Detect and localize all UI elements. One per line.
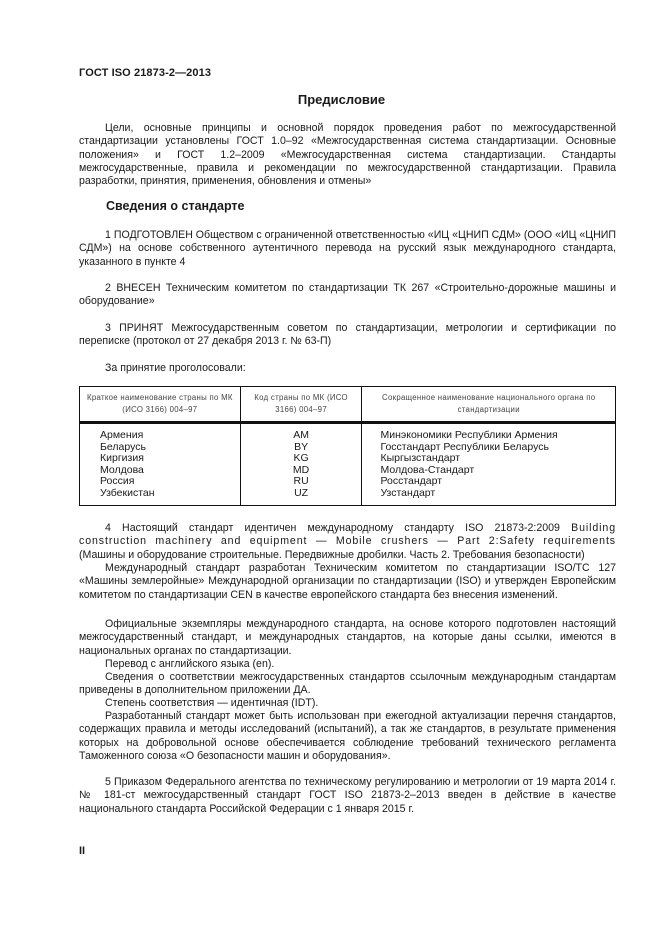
item-4-usage: Разработанный стандарт может быть использован при ежегодной актуализации перечня стандартов, содержащих правила и методы исследований (испытаний), а так же стандартов, в результате применения которых на добровольной основе обеспечивается соблюдение требований технического регламента Таможенного союза «О безопасности машин и оборудования». <box>79 710 616 762</box>
foreword-title: Предисловие <box>297 92 386 107</box>
item-5-order: 5 Приказом Федерального агентства по техническому регулированию и метрологии от 19 марта 2014 г. № 181-ст межгосударственный стандарт ГОСТ ISO 21873-2–2013 введен в действие в качестве национального стандарта Российской Федерации с 1 января 2015 г. <box>79 776 616 815</box>
item-4-conformity-info: Сведения о соответствии межгосударственных стандартов ссылочным международным стандартам приведены в дополнительном приложении ДА. <box>79 671 616 697</box>
national-body-cell: Росстандарт <box>380 475 443 488</box>
item-4-english-title: Building construction machinery and equipment — Mobile crushers — Part 2:Safety requirements <box>79 522 617 548</box>
item-4-official-copies: Официальные экземпляры международного стандарта, на основе которого подготовлен настоящий межгосударственный стандарт, и международных стандартов, на которые даны ссылки, имеются в национальных органах по стандартизации. <box>79 618 616 657</box>
national-body-cell: Госстандарт Республики Беларусь <box>380 440 549 453</box>
voted-label: За принятие проголосовали: <box>105 362 246 374</box>
page-number: II <box>79 845 86 857</box>
country-cell: Армения <box>100 429 144 441</box>
national-body-cell: Молдова-Стандарт <box>380 463 475 476</box>
item-2-introduced: 2 ВНЕСЕН Техническим комитетом по стандартизации ТК 267 «Строительно-дорожные машины и оборудование» <box>79 282 616 308</box>
table-header-row <box>80 387 616 423</box>
standard-info-heading: Сведения о стандарте <box>106 199 245 213</box>
item-4-translation: Перевод с английского языка (en). <box>105 658 275 670</box>
item-4-intro: 4 Настоящий стандарт идентичен международному стандарту ISO 21873-2:2009 <box>105 522 560 534</box>
national-body-column <box>362 423 616 506</box>
item-4-identity <box>79 522 616 562</box>
header-national-body: Сокращенное наименование национального органа по стандартизации <box>362 387 616 423</box>
item-4-developed-by: Международный стандарт разработан Техническим комитетом по стандартизации ISO/TC 127 «Машины землеройные» Международной организации по стандартизации (ISO) и утвержден Европейским комитетом по стандартизации CEN в качестве европейского стандарта без внесения изменений. <box>79 562 616 601</box>
header-country-code: Код страны по МК (ИСО 3166) 004–97 <box>240 387 362 423</box>
item-1-prepared: 1 ПОДГОТОВЛЕН Обществом с ограниченной ответственностью «ИЦ «ЦНИП СДМ» (ООО «ИЦ «ЦНИП СДМ») на основе собственного аутентичного перевода на русский язык международного стандарта, указанного в пункте 4 <box>79 229 616 268</box>
country-column <box>80 423 241 506</box>
national-body-cell: Кыргызстандарт <box>380 452 461 465</box>
item-4-degree: Степень соответствия — идентичная (IDT). <box>105 697 319 709</box>
country-cell: Россия <box>100 475 135 488</box>
table-row <box>80 423 616 506</box>
national-body-cell: Узстандарт <box>380 486 436 499</box>
code-cell: BY <box>294 440 309 453</box>
code-cell: MD <box>292 463 310 476</box>
country-cell: Беларусь <box>100 440 146 453</box>
code-cell: AM <box>293 429 309 441</box>
code-cell: RU <box>293 475 309 488</box>
code-cell: UZ <box>294 486 309 499</box>
document-code: ГОСТ ISO 21873-2—2013 <box>79 67 212 79</box>
header-country-name: Краткое наименование страны по МК (ИСО 3166) 004–97 <box>80 387 241 423</box>
item-4-russian-title: (Машины и оборудование строительные. Передвижные дробилки. Часть 2. Требования безопасности) <box>79 548 585 561</box>
country-cell: Узбекистан <box>100 486 155 499</box>
voting-table <box>79 386 616 506</box>
country-cell: Киргизия <box>100 452 144 465</box>
national-body-cell: Минэкономики Республики Армения <box>380 429 558 441</box>
code-column <box>240 423 362 506</box>
foreword-paragraph: Цели, основные принципы и основной порядок проведения работ по межгосударственной стандартизации установлены ГОСТ 1.0–92 «Межгосударственная система стандартизации. Основные положения» и ГОСТ 1.2–2009 «Межгосударственная система стандартизации. Стандарты межгосударственные, правила и рекомендации по межгосударственной стандартизации. Правила разработки, принятия, применения, обновления и отмены» <box>79 122 616 188</box>
code-cell: KG <box>293 452 309 465</box>
item-3-adopted: 3 ПРИНЯТ Межгосударственным советом по стандартизации, метрологии и сертификации по переписке (протокол от 27 декабря 2013 г. № 63-П) <box>79 322 616 348</box>
country-cell: Молдова <box>100 463 144 476</box>
